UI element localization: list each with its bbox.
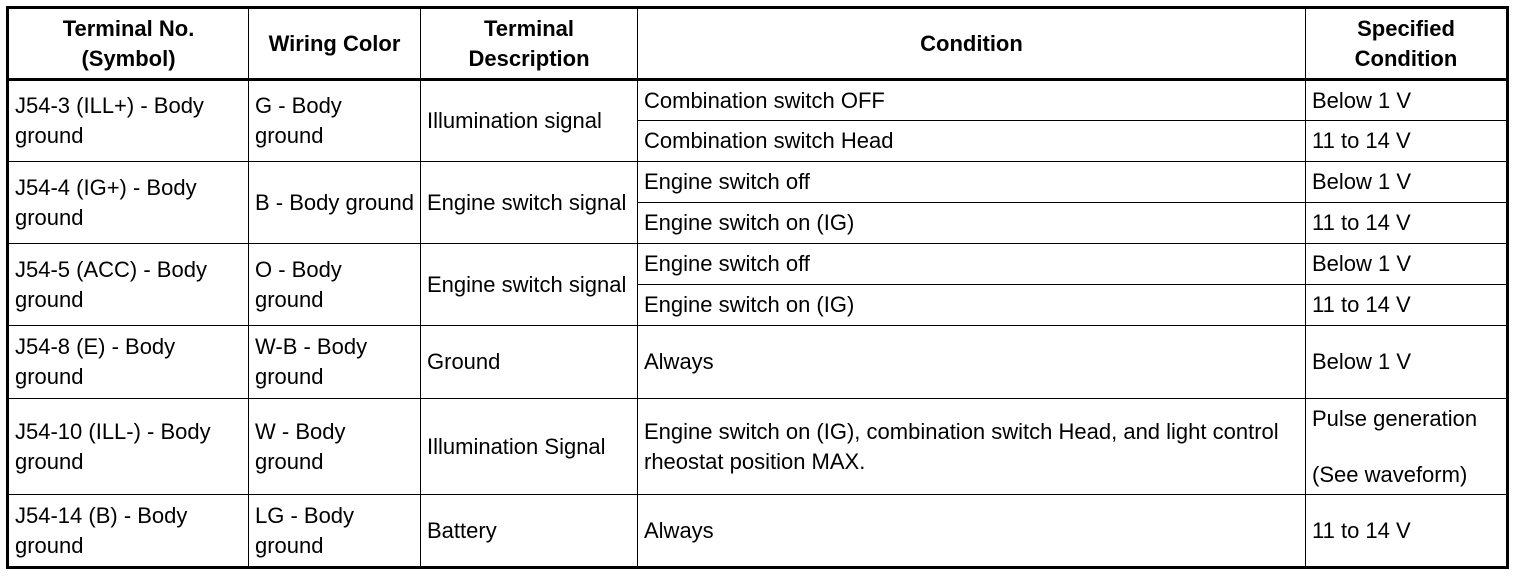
wiring-color-cell: G - Body ground	[249, 80, 421, 162]
table-row	[8, 399, 1508, 495]
header-condition: Condition	[638, 8, 1306, 80]
table-row	[8, 326, 1508, 399]
specified-value: Pulse generation	[1312, 405, 1478, 431]
terminal-cell: J54-3 (ILL+) - Body ground	[8, 80, 249, 162]
wiring-color-cell: B - Body ground	[249, 162, 421, 244]
specified-cell	[1306, 399, 1508, 495]
condition-cell: Always	[638, 495, 1306, 568]
header-wiring-color: Wiring Color	[249, 8, 421, 80]
table-row	[8, 495, 1508, 568]
header-terminal-description: Terminal Description	[421, 8, 638, 80]
terminal-cell: J54-10 (ILL-) - Body ground	[8, 399, 249, 495]
specified-cell: 11 to 14 V	[1306, 203, 1508, 244]
condition-cell: Combination switch Head	[638, 121, 1306, 162]
description-cell: Engine switch signal	[421, 244, 638, 326]
terminal-cell: J54-4 (IG+) - Body ground	[8, 162, 249, 244]
table-header-row	[8, 8, 1508, 80]
condition-cell: Engine switch on (IG)	[638, 285, 1306, 326]
description-cell: Battery	[421, 495, 638, 568]
wiring-color-cell: O - Body ground	[249, 244, 421, 326]
description-cell: Engine switch signal	[421, 162, 638, 244]
condition-cell: Engine switch off	[638, 162, 1306, 203]
specified-cell: Below 1 V	[1306, 80, 1508, 121]
specified-cell: Below 1 V	[1306, 244, 1508, 285]
wiring-color-cell: W - Body ground	[249, 399, 421, 495]
description-cell: Illumination Signal	[421, 399, 638, 495]
table-row	[8, 80, 1508, 121]
table-row	[8, 162, 1508, 203]
terminal-cell: J54-8 (E) - Body ground	[8, 326, 249, 399]
specified-note: (See waveform)	[1312, 461, 1468, 487]
condition-cell: Engine switch on (IG)	[638, 203, 1306, 244]
condition-cell: Engine switch off	[638, 244, 1306, 285]
condition-cell: Always	[638, 326, 1306, 399]
terminal-spec-table	[6, 6, 1509, 569]
table-row	[8, 244, 1508, 285]
terminal-cell: J54-14 (B) - Body ground	[8, 495, 249, 568]
terminal-cell: J54-5 (ACC) - Body ground	[8, 244, 249, 326]
specified-cell: Below 1 V	[1306, 162, 1508, 203]
specified-cell: 11 to 14 V	[1306, 495, 1508, 568]
specified-cell: 11 to 14 V	[1306, 121, 1508, 162]
description-cell: Ground	[421, 326, 638, 399]
description-cell: Illumination signal	[421, 80, 638, 162]
wiring-color-cell: W-B - Body ground	[249, 326, 421, 399]
wiring-color-cell: LG - Body ground	[249, 495, 421, 568]
condition-cell: Combination switch OFF	[638, 80, 1306, 121]
header-specified-condition: Specified Condition	[1306, 8, 1508, 80]
specified-cell: Below 1 V	[1306, 326, 1508, 399]
condition-cell: Engine switch on (IG), combination switch Head, and light control rheostat position MAX.	[638, 399, 1306, 495]
header-terminal: Terminal No. (Symbol)	[8, 8, 249, 80]
specified-cell: 11 to 14 V	[1306, 285, 1508, 326]
